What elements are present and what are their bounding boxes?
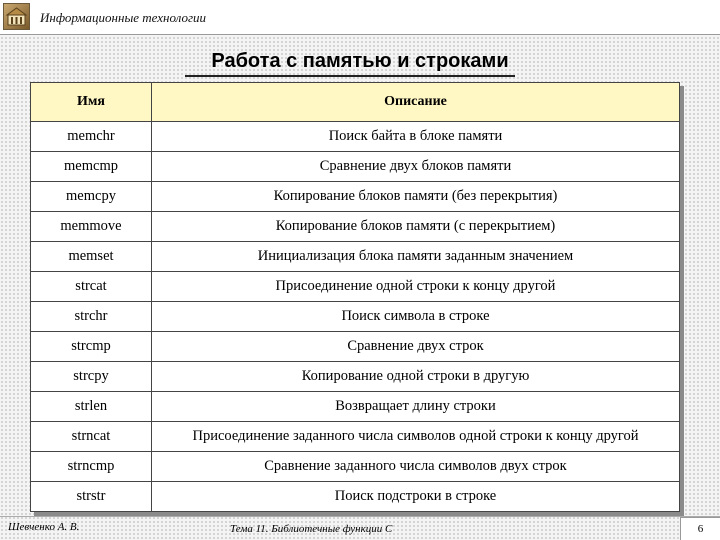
column-header-name: Имя <box>31 83 152 122</box>
table-row <box>31 482 680 512</box>
table-row <box>31 332 680 362</box>
header-title: Информационные технологии <box>40 10 207 25</box>
table-row <box>31 422 680 452</box>
footer-divider <box>0 516 720 517</box>
table-row <box>31 182 680 212</box>
function-description: Поиск символа в строке <box>152 302 680 332</box>
function-name: strcat <box>31 272 152 302</box>
page-number: 6 <box>680 517 720 540</box>
table-row <box>31 272 680 302</box>
function-name: memchr <box>31 122 152 152</box>
function-name: strchr <box>31 302 152 332</box>
table-header-row <box>31 83 680 122</box>
functions-table <box>30 82 680 512</box>
table-row <box>31 392 680 422</box>
function-description: Поиск подстроки в строке <box>152 482 680 512</box>
table-row <box>31 152 680 182</box>
table-row <box>31 302 680 332</box>
function-description: Инициализация блока памяти заданным значением <box>152 242 680 272</box>
logo-icon <box>3 3 30 30</box>
function-description: Присоединение заданного числа символов одной строки к концу другой <box>152 422 680 452</box>
function-description: Копирование одной строки в другую <box>152 362 680 392</box>
function-name: strlen <box>31 392 152 422</box>
function-description: Сравнение двух блоков памяти <box>152 152 680 182</box>
function-description: Сравнение заданного числа символов двух строк <box>152 452 680 482</box>
function-name: memcpy <box>31 182 152 212</box>
function-description: Копирование блоков памяти (без перекрытия) <box>152 182 680 212</box>
page-title: Работа с памятью и строками <box>211 50 509 72</box>
table-row <box>31 212 680 242</box>
function-description: Поиск байта в блоке памяти <box>152 122 680 152</box>
title-underline <box>185 75 515 77</box>
function-name: memcmp <box>31 152 152 182</box>
header-bar <box>0 0 720 35</box>
function-description: Копирование блоков памяти (с перекрытием) <box>152 212 680 242</box>
footer-author: Шевченко А. В. <box>8 521 80 533</box>
function-name: strncat <box>31 422 152 452</box>
function-name: strcmp <box>31 332 152 362</box>
table-row <box>31 362 680 392</box>
function-description: Сравнение двух строк <box>152 332 680 362</box>
function-description: Возвращает длину строки <box>152 392 680 422</box>
table-row <box>31 452 680 482</box>
function-name: memset <box>31 242 152 272</box>
function-description: Присоединение одной строки к концу другой <box>152 272 680 302</box>
column-header-description: Описание <box>152 83 680 122</box>
table-row <box>31 122 680 152</box>
function-name: strcpy <box>31 362 152 392</box>
function-name: memmove <box>31 212 152 242</box>
table-row <box>31 242 680 272</box>
footer-topic: Тема 11. Библиотечные функции С <box>230 523 393 535</box>
function-name: strstr <box>31 482 152 512</box>
function-name: strncmp <box>31 452 152 482</box>
